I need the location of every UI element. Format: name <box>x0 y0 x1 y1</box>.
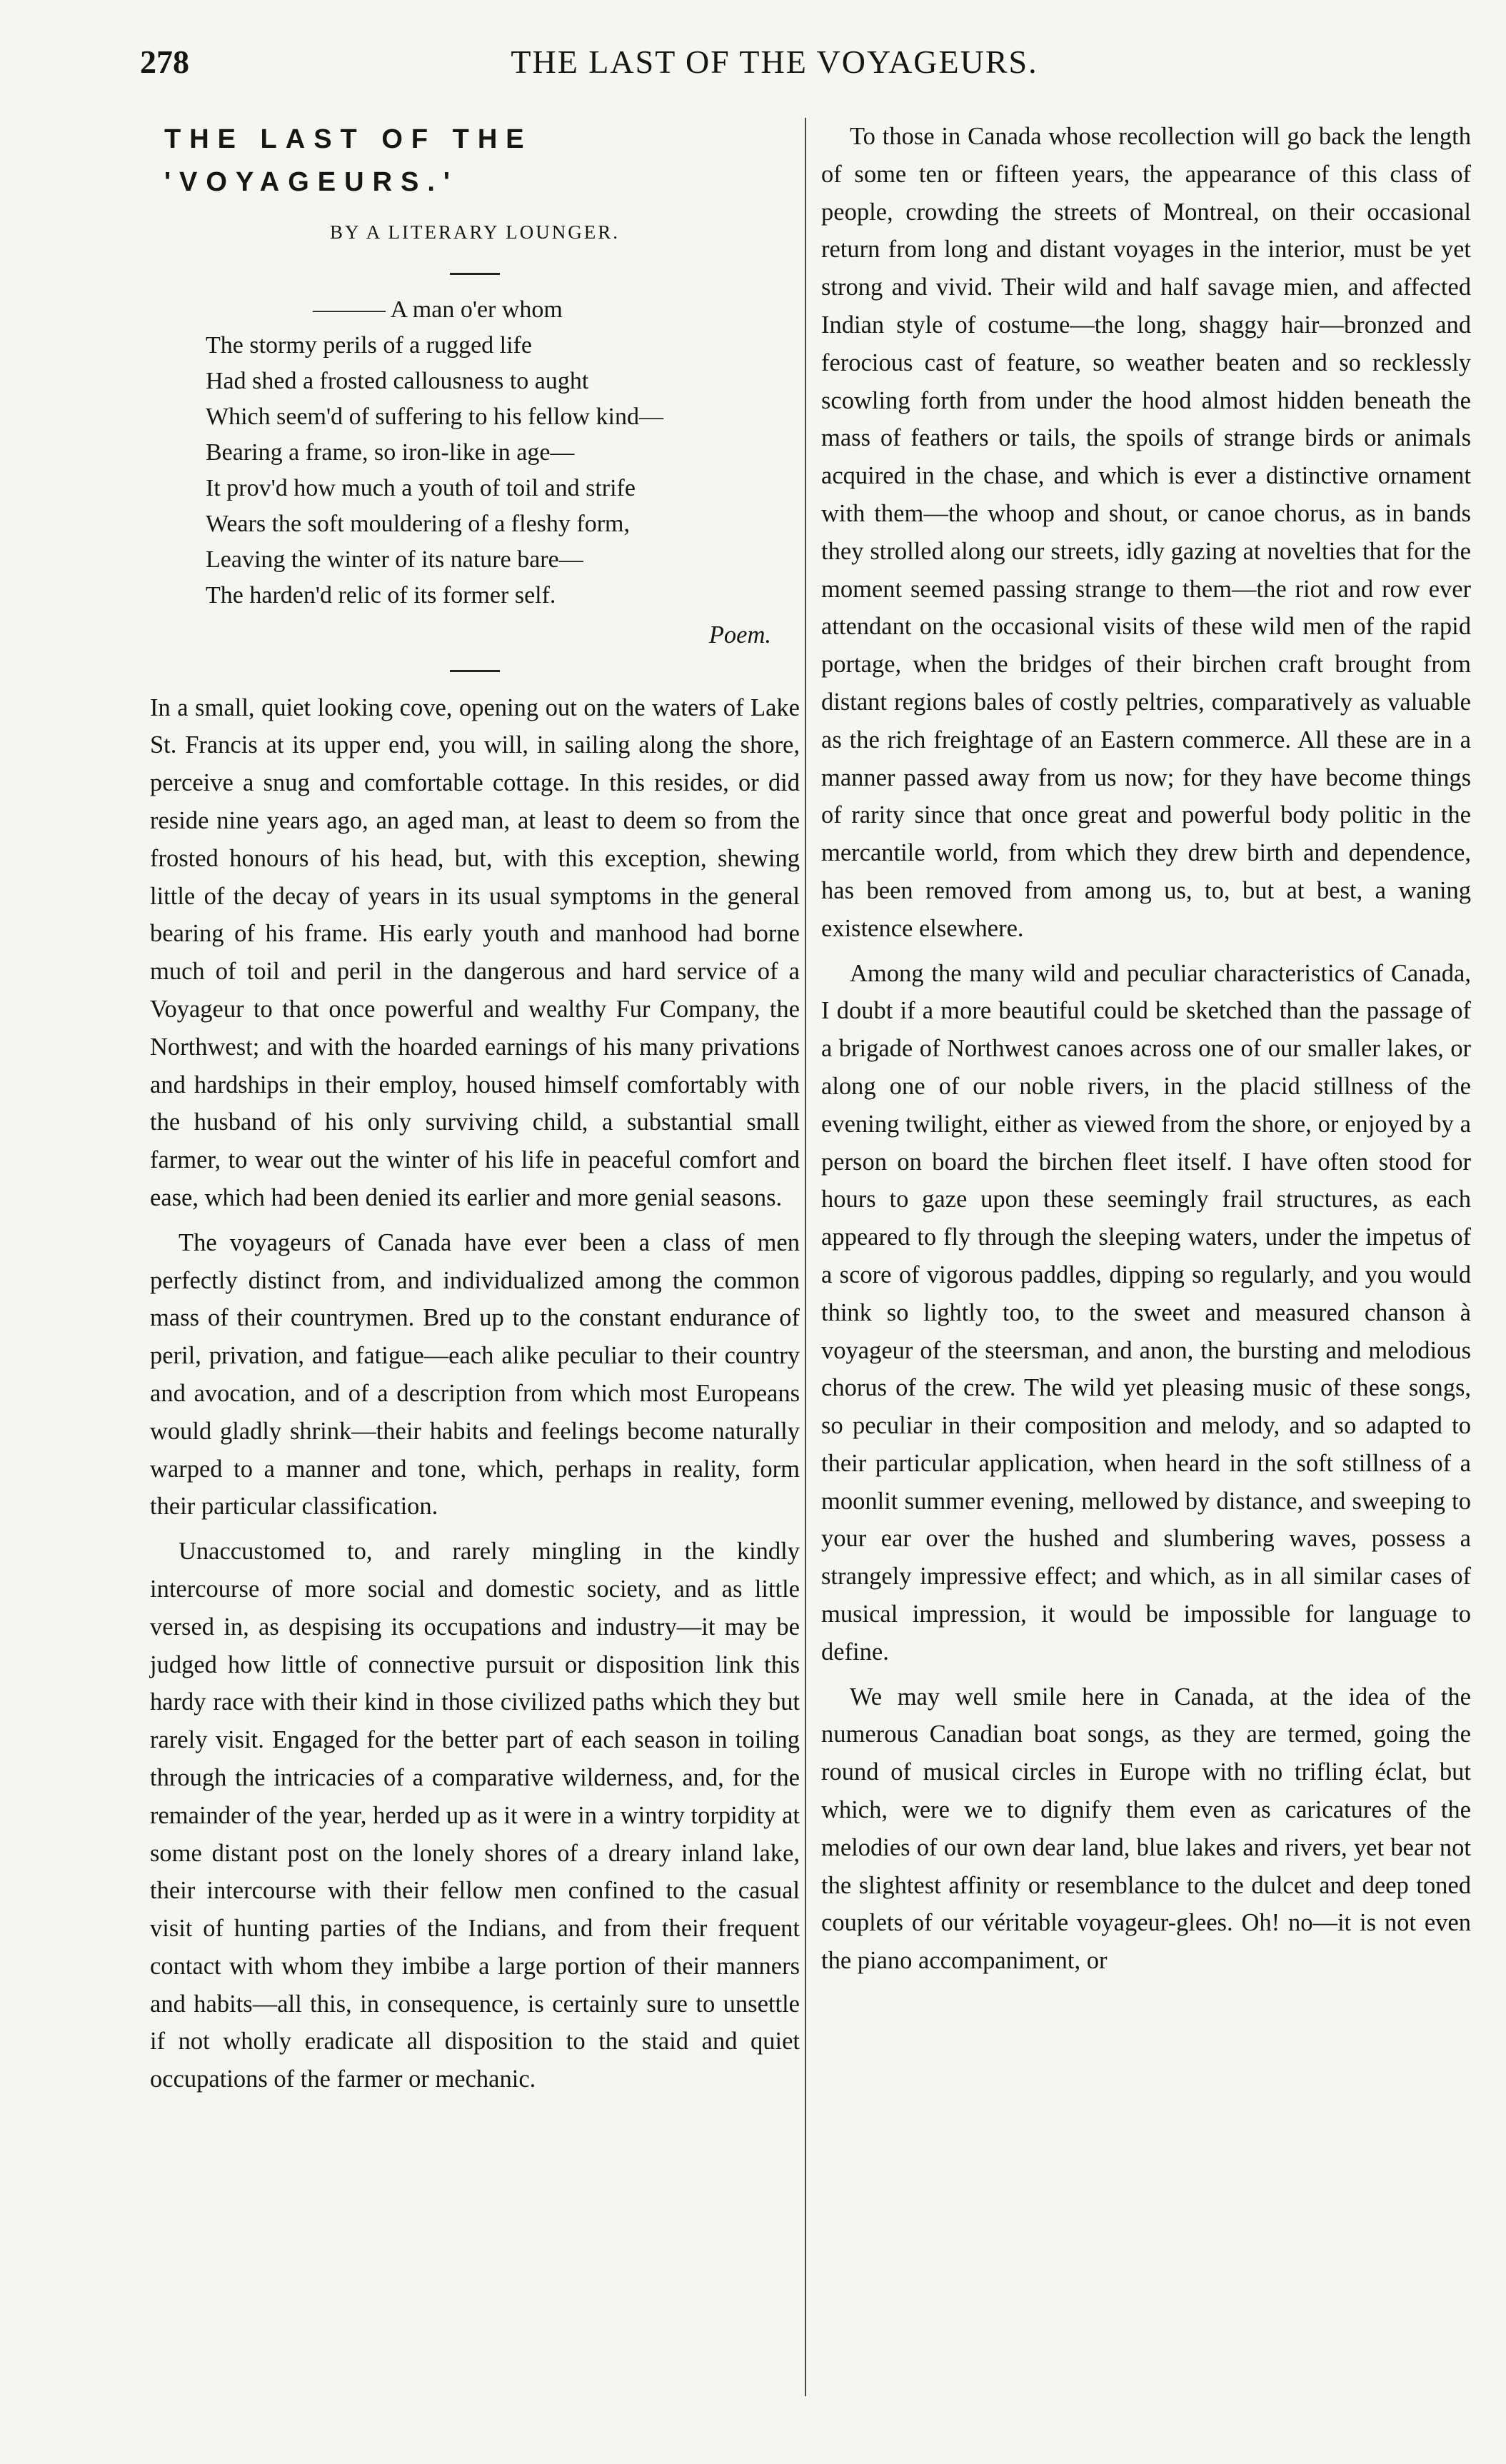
epigraph-line: The stormy perils of a rugged life <box>206 331 532 359</box>
title-rule <box>450 273 500 275</box>
body-paragraph: In a small, quiet looking cove, opening out on the waters of Lake St. Francis at its upper end, you will, in sailing along the shore, perceive a snug and comfortable cottage. In this resides, or did reside nine years ago, an aged man, at least to deem so from the frosted honours of his head, but, with this exception, shewing little of the decay of years in its usual symptoms in the general bearing of his frame. His early youth and manhood had borne much of toil and peril in the dangerous and hard service of a Voyageur to that once powerful and wealthy Fur Company, the Northwest; and with the hoarded earnings of his many privations and hardships in their employ, housed himself comfortably with the husband of his only surviving child, a substantial small farmer, to wear out the winter of his life in peaceful comfort and ease, which had been denied its earlier and more genial seasons. <box>150 693 800 1211</box>
body-paragraph: We may well smile here in Canada, at the idea of the numerous Canadian boat songs, as they are termed, going the round of musical circles in Europe with no trifling éclat, but which, were we to dignify them even as caricatures of the melodies of our own dear land, blue lakes and rivers, yet bear not the slightest affinity or resemblance to the dulcet and deep toned couplets of our véritable voyageur-glees. Oh! no—it is not even the piano accompaniment, or <box>821 1683 1471 1975</box>
article-title: THE LAST OF THE 'VOYAGEURS.' <box>164 124 533 197</box>
column-rule <box>805 118 806 2396</box>
section-rule <box>450 670 500 672</box>
epigraph-line: Had shed a frosted callousness to aught <box>206 367 589 394</box>
epigraph-line: Wears the soft mouldering of a fleshy form, <box>206 510 630 537</box>
left-column <box>150 118 800 2105</box>
epigraph-line: ——— A man o'er whom <box>313 296 563 323</box>
body-paragraph: Unaccustomed to, and rarely mingling in the kindly intercourse of more social and domestic society, and as little versed in, as despising its occupations and industry—it may be judged how little of connective pursuit or disposition link this hardy race with their kind in those civilized paths which they but rarely visit. Engaged for the better part of each season in toiling through the intricacies of a comparative wilderness, and, for the remainder of the year, herded up as it were in a wintry torpidity at some distant post on the lonely shores of a dreary inland lake, their intercourse with their fellow men confined to the casual visit of hunting parties of the Indians, and from their frequent contact with whom they imbibe a large portion of their manners and habits—all this, in consequence, is certainly sure to unsettle if not wholly eradicate all disposition to the staid and quiet occupations of the farmer or mechanic. <box>150 1538 800 2093</box>
epigraph-line: It prov'd how much a youth of toil and strife <box>206 474 636 501</box>
right-column <box>821 118 1471 1987</box>
epigraph-source: Poem. <box>708 621 771 648</box>
body-paragraph: To those in Canada whose recollection will go back the length of some ten or fifteen years, the appearance of this class of people, crowding the streets of Montreal, on their occasional return from long and distant voyages in the interior, must be yet strong and vivid. Their wild and half savage mien, and affected Indian style of costume—the long, shaggy hair—bronzed and ferocious cast of feature, so weather beaten and so recklessly scowling forth from under the hood almost hidden beneath the mass of feathers or tails, the spoils of strange birds or animals acquired in the chase, and which is ever a distinctive ornament with them—the whoop and shout, or canoe chorus, as in bands they strolled along our streets, idly gazing at novelties that for the moment seemed passing strange to them—the riot and row ever attendant on the occasional visits of these wild men of the rapid portage, when the bridges of their birchen craft brought from distant regions bales of costly peltries, comparatively as valuable as the rich freightage of an Eastern commerce. All these are in a manner passed away from us now; for they have become things of rarity since that once great and powerful body politic in the mercantile world, from which they drew birth and dependence, has been removed from among us, to, but at best, a waning existence elsewhere. <box>821 123 1471 942</box>
body-paragraph: The voyageurs of Canada have ever been a class of men perfectly distinct from, and individualized among the common mass of their countrymen. Bred up to the constant endurance of peril, privation, and fatigue—each alike peculiar to their country and avocation, and of a description from which most Europeans would gladly shrink—their habits and feelings become naturally warped to a manner and tone, which, perhaps in reality, form their particular classification. <box>150 1228 800 1521</box>
epigraph-line: Bearing a frame, so iron-like in age— <box>206 439 575 466</box>
running-head: THE LAST OF THE VOYAGEURS. <box>511 44 1038 80</box>
epigraph-line: Leaving the winter of its nature bare— <box>206 546 583 573</box>
page-number: 278 <box>140 44 189 80</box>
epigraph <box>206 292 800 614</box>
epigraph-line: The harden'd relic of its former self. <box>206 581 556 609</box>
epigraph-line: Which seem'd of suffering to his fellow kind— <box>206 403 663 430</box>
body-paragraph: Among the many wild and peculiar characteristics of Canada, I doubt if a more beautiful could be sketched than the passage of a brigade of Northwest canoes across one of our smaller lakes, or along one of our noble rivers, in the placid stillness of the evening twilight, either as viewed from the shore, or enjoyed by a person on board the birchen fleet itself. I have often stood for hours to gaze upon these seemingly frail structures, as each appeared to fly through the sleeping waters, under the impetus of a score of vigorous paddles, dipping so regularly, and you would think so lightly too, to the sweet and measured chanson à voyageur of the steersman, and anon, the bursting and melodious chorus of the crew. The wild yet pleasing music of these songs, so peculiar in their composition and melody, and so adapted to their particular application, when heard in the soft stillness of a moonlit summer evening, mellowed by distance, and sweeping to your ear over the hushed and slumbering waves, possess a strangely impressive effect; and which, as in all similar cases of musical impression, it would be impossible for language to define. <box>821 959 1471 1666</box>
byline: BY A LITERARY LOUNGER. <box>329 221 620 243</box>
